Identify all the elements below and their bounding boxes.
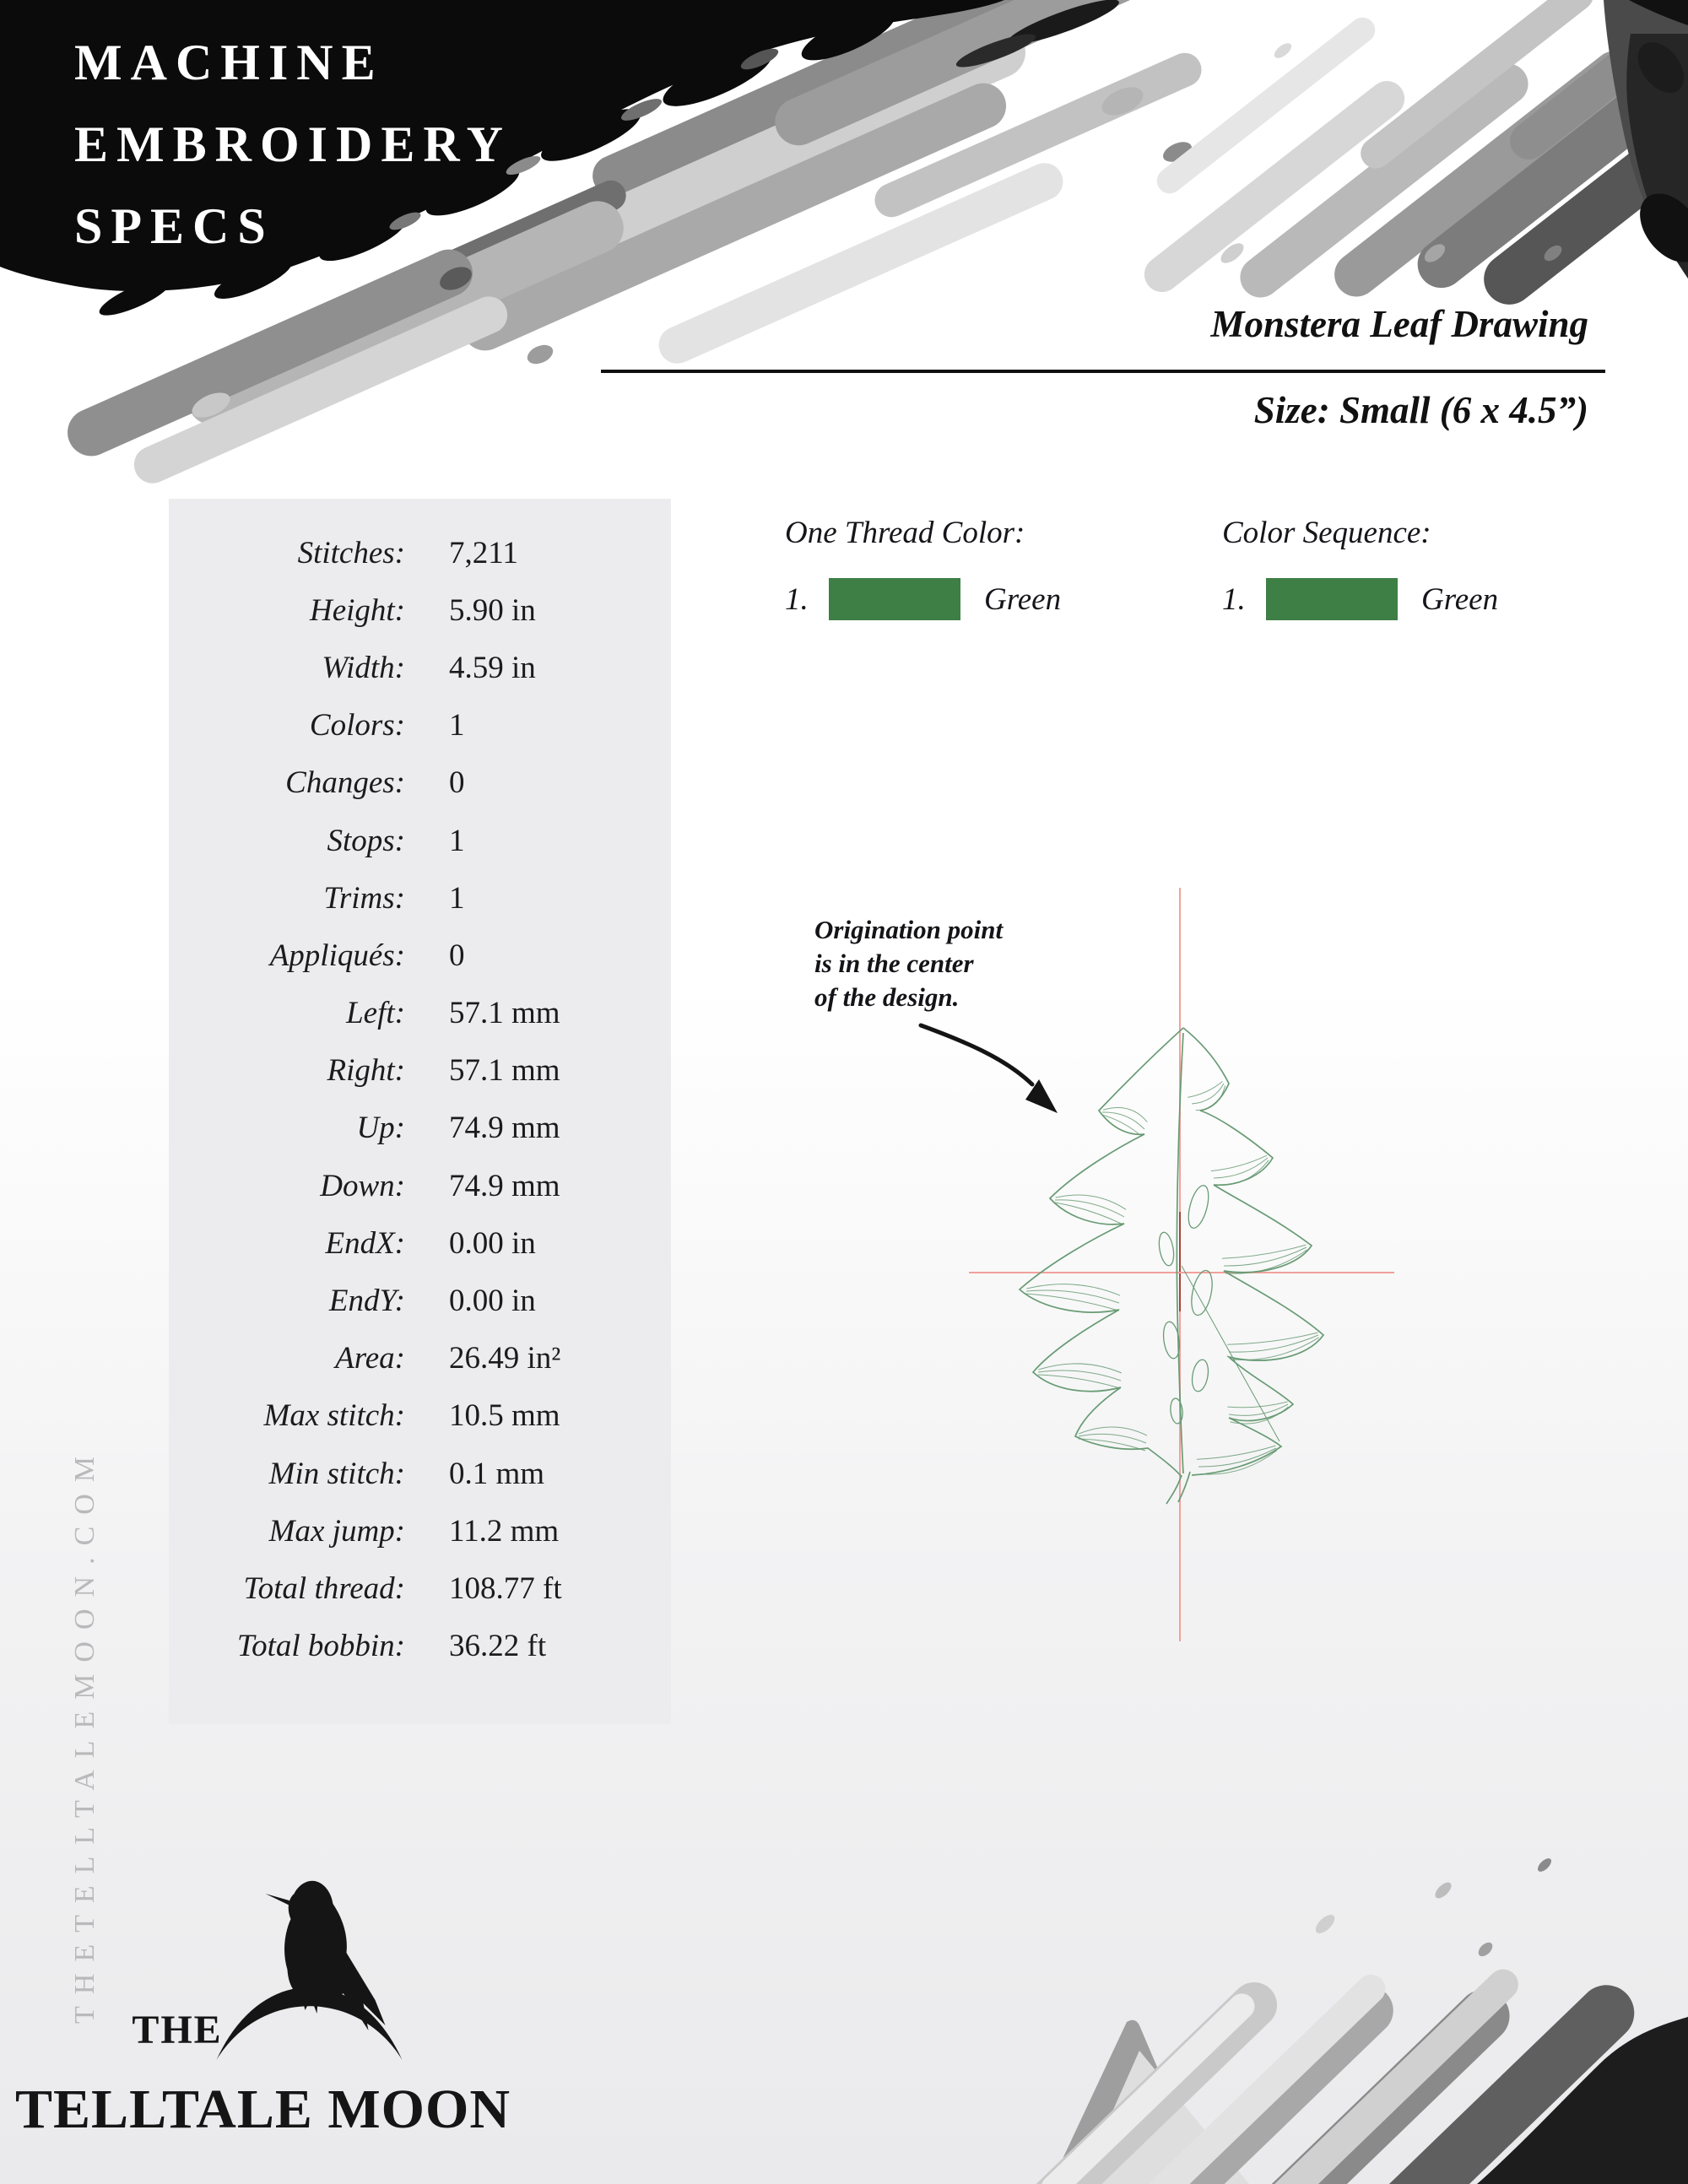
color-sequence-heading: Color Sequence:: [1222, 516, 1431, 550]
spec-value: 0.00 in: [449, 1284, 536, 1319]
spec-label: Total thread:: [243, 1570, 405, 1606]
spec-value: 108.77 ft: [449, 1570, 562, 1606]
spec-panel: [169, 499, 671, 1724]
crow-on-moon-logo-icon: [209, 1870, 409, 2066]
page-title: [74, 22, 511, 268]
design-size: Size: Small (6 x 4.5”): [1253, 389, 1588, 431]
spec-label: Up:: [356, 1111, 405, 1146]
spec-value: 57.1 mm: [449, 1053, 560, 1089]
one-thread-color-heading: One Thread Color:: [785, 516, 1025, 550]
spec-row: [169, 1214, 671, 1272]
spec-label: Max stitch:: [263, 1398, 405, 1434]
spec-label: EndX:: [325, 1225, 405, 1261]
spec-row: [169, 985, 671, 1042]
spec-label: Stitches:: [297, 535, 405, 570]
spec-row: [169, 1618, 671, 1675]
spec-value: 36.22 ft: [449, 1629, 547, 1664]
spec-row: [169, 812, 671, 869]
origination-note-line-1: Origination point: [814, 915, 1004, 944]
spec-row: [169, 697, 671, 754]
spec-value: 57.1 mm: [449, 996, 560, 1031]
origination-note-line-2: is in the center: [814, 949, 974, 978]
thread-color-item: [785, 578, 1061, 620]
spec-value: 11.2 mm: [449, 1513, 560, 1549]
page-title-line-1: MACHINE: [74, 35, 384, 90]
page-title-line-3: SPECS: [74, 198, 274, 254]
brush-stroke-bottom-right: [971, 1823, 1688, 2184]
brush-stroke-top-right: [1080, 0, 1688, 321]
spec-row: [169, 927, 671, 984]
crow-upper-beak: [273, 1872, 297, 1896]
spec-row: [169, 869, 671, 927]
origination-note: [814, 913, 1003, 1014]
spec-row: [169, 524, 671, 581]
spec-label: Height:: [309, 592, 405, 628]
spec-value: 1: [449, 823, 465, 858]
spec-row: [169, 1387, 671, 1445]
spec-row: [169, 1502, 671, 1560]
logo-name-text: TELLTALE MOON: [15, 2079, 511, 2140]
spec-row: [169, 1100, 671, 1157]
spec-value: 5.90 in: [449, 592, 536, 628]
page-title-line-2: EMBROIDERY: [74, 116, 511, 172]
spec-value: 1: [449, 880, 465, 916]
one-thread-color-section: [785, 515, 1061, 620]
spec-row: [169, 581, 671, 639]
spec-label: Left:: [346, 996, 405, 1031]
spec-value: 0.1 mm: [449, 1456, 545, 1491]
spec-label: Down:: [320, 1168, 405, 1203]
leaf-holes: [1157, 1183, 1216, 1424]
spec-label: Appliqués:: [269, 938, 405, 973]
spec-value: 1: [449, 708, 465, 743]
spec-row: [169, 1272, 671, 1329]
thread-color-swatch: [829, 578, 960, 620]
spec-label: Max jump:: [268, 1513, 405, 1549]
color-sequence-swatch: [1266, 578, 1398, 620]
spec-label: Colors:: [309, 708, 405, 743]
spec-label: Width:: [322, 650, 405, 685]
spec-value: 10.5 mm: [449, 1398, 560, 1434]
spec-row: [169, 1157, 671, 1214]
spec-value: 74.9 mm: [449, 1168, 560, 1203]
spec-label: Total bobbin:: [236, 1629, 405, 1664]
spec-value: 4.59 in: [449, 650, 536, 685]
spec-label: Stops:: [327, 823, 405, 858]
spec-value: 26.49 in²: [449, 1341, 561, 1376]
origination-note-line-3: of the design.: [814, 982, 960, 1012]
spec-row: [169, 1330, 671, 1387]
spec-label: EndY:: [328, 1284, 405, 1319]
watermark-url: THETELLTALEMOON.COM: [69, 1444, 100, 2024]
logo-the-text: THE: [132, 2008, 223, 2052]
spec-row: [169, 754, 671, 812]
spec-value: 0: [449, 765, 465, 801]
arrow-icon: [916, 1017, 1072, 1122]
spec-row: [169, 639, 671, 696]
spec-row: [169, 1042, 671, 1100]
spec-label: Area:: [335, 1341, 405, 1376]
spec-label: Changes:: [285, 765, 405, 801]
color-sequence-item: [1222, 578, 1498, 620]
spec-value: 0: [449, 938, 465, 973]
spec-row: [169, 1445, 671, 1502]
thread-color-index: 1.: [785, 581, 809, 617]
spec-label: Min stitch:: [268, 1456, 405, 1491]
color-sequence-index: 1.: [1222, 581, 1246, 617]
color-sequence-section: [1222, 515, 1498, 620]
spec-row: [169, 1560, 671, 1617]
spec-value: 7,211: [449, 535, 518, 570]
color-sequence-name: Green: [1421, 581, 1499, 617]
spec-label: Right:: [327, 1053, 405, 1089]
spec-value: 74.9 mm: [449, 1111, 560, 1146]
thread-color-name: Green: [984, 581, 1062, 617]
spec-label: Trims:: [323, 880, 405, 916]
header-divider-line: [601, 370, 1605, 373]
spec-value: 0.00 in: [449, 1225, 536, 1261]
design-title: Monstera Leaf Drawing: [1210, 303, 1588, 345]
